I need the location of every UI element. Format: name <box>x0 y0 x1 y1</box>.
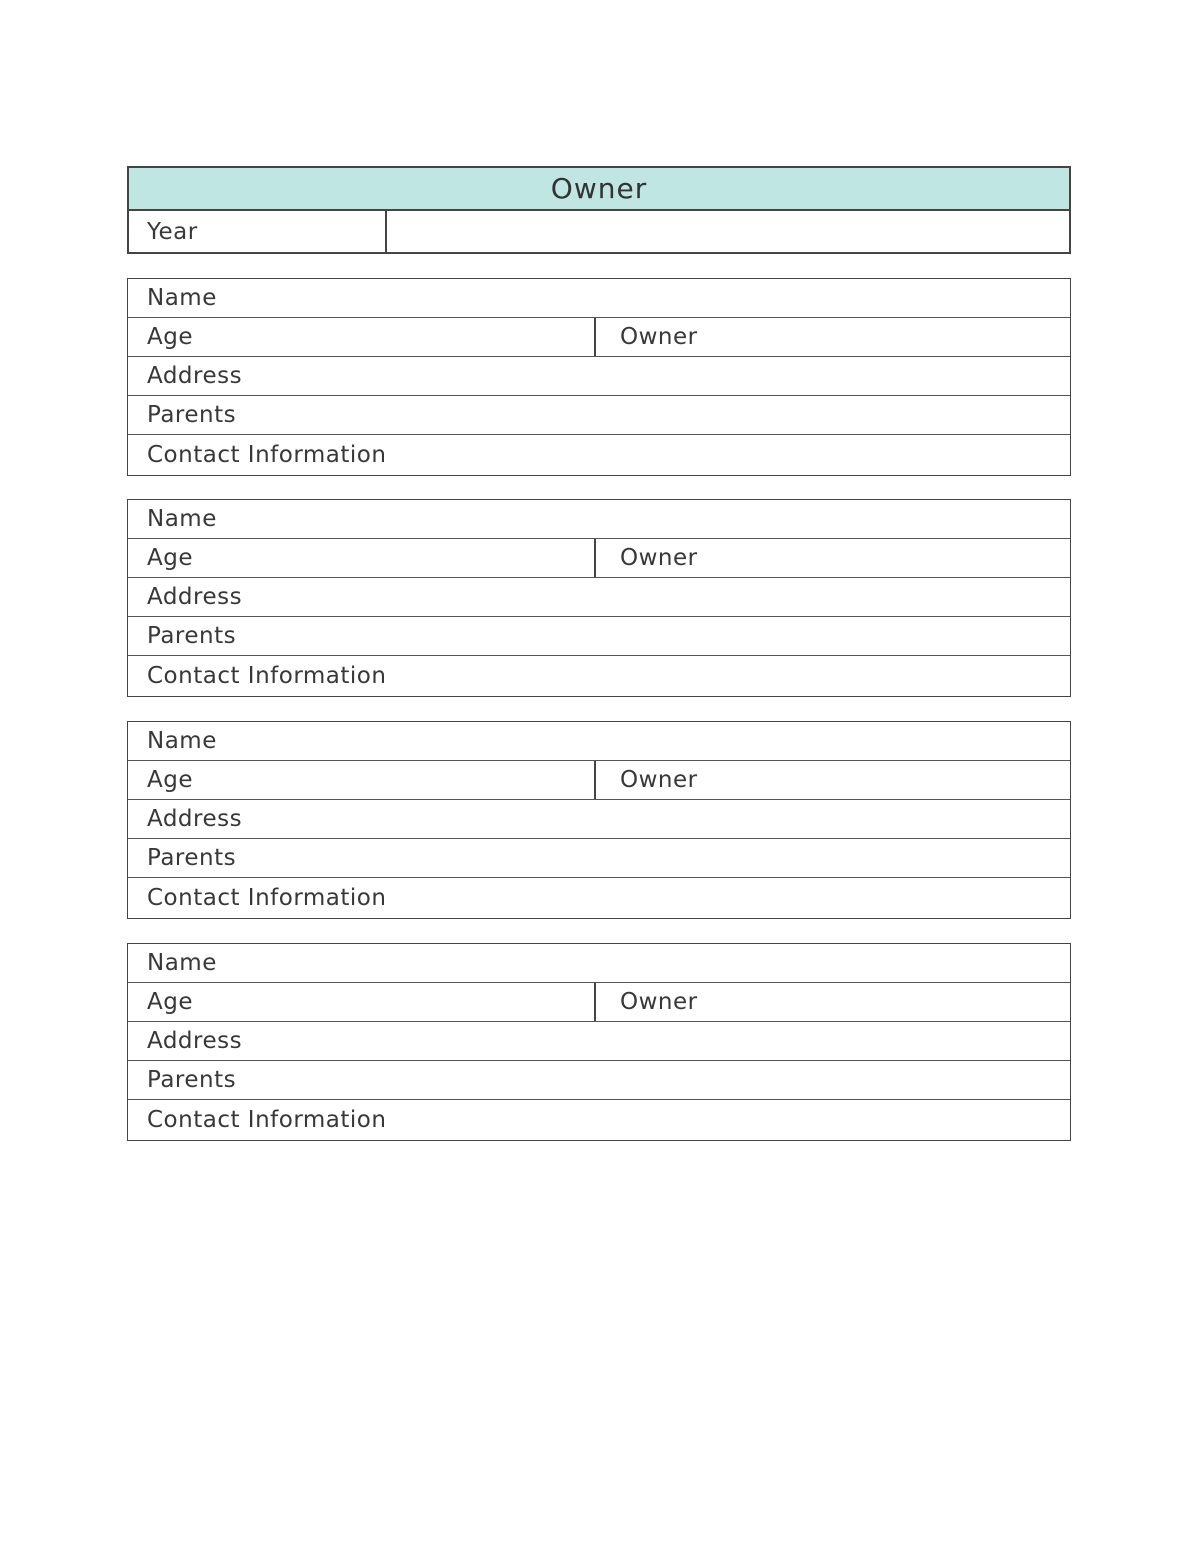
contact-row[interactable] <box>128 656 1070 695</box>
year-label: Year <box>129 211 387 252</box>
name-row[interactable] <box>128 279 1070 318</box>
parents-row[interactable] <box>128 396 1070 435</box>
parents-label: Parents <box>147 623 237 649</box>
age-owner-row <box>128 761 1070 800</box>
age-field[interactable] <box>128 539 596 577</box>
name-label: Name <box>147 950 217 976</box>
name-label: Name <box>147 728 217 754</box>
age-field[interactable] <box>128 761 596 799</box>
age-owner-row <box>128 539 1070 578</box>
name-row[interactable] <box>128 944 1070 983</box>
contact-label: Contact Information <box>147 1106 387 1133</box>
owner-label: Owner <box>620 545 698 571</box>
owner-record-3 <box>127 721 1071 919</box>
contact-label: Contact Information <box>147 884 387 911</box>
address-label: Address <box>147 363 243 389</box>
owner-label: Owner <box>620 324 698 350</box>
owner-record-1 <box>127 278 1071 476</box>
address-label: Address <box>147 1028 243 1054</box>
owner-field[interactable] <box>596 539 1070 577</box>
name-label: Name <box>147 285 217 311</box>
contact-row[interactable] <box>128 435 1070 474</box>
address-label: Address <box>147 806 243 832</box>
owner-record-4 <box>127 943 1071 1141</box>
age-owner-row <box>128 983 1070 1022</box>
parents-label: Parents <box>147 402 237 428</box>
owner-form-sheet <box>127 166 1071 1133</box>
contact-row[interactable] <box>128 878 1070 917</box>
owner-field[interactable] <box>596 983 1070 1021</box>
owner-header-block <box>127 166 1071 254</box>
age-label: Age <box>147 545 193 571</box>
age-label: Age <box>147 324 193 350</box>
address-row[interactable] <box>128 578 1070 617</box>
age-field[interactable] <box>128 318 596 356</box>
address-row[interactable] <box>128 800 1070 839</box>
age-owner-row <box>128 318 1070 357</box>
owner-field[interactable] <box>596 318 1070 356</box>
parents-row[interactable] <box>128 617 1070 656</box>
address-row[interactable] <box>128 1022 1070 1061</box>
name-label: Name <box>147 506 217 532</box>
year-field[interactable] <box>387 211 1069 252</box>
form-title: Owner <box>129 168 1069 211</box>
name-row[interactable] <box>128 500 1070 539</box>
parents-row[interactable] <box>128 839 1070 878</box>
address-row[interactable] <box>128 357 1070 396</box>
owner-label: Owner <box>620 767 698 793</box>
owner-field[interactable] <box>596 761 1070 799</box>
owner-label: Owner <box>620 989 698 1015</box>
contact-label: Contact Information <box>147 662 387 689</box>
contact-row[interactable] <box>128 1100 1070 1139</box>
age-label: Age <box>147 767 193 793</box>
parents-row[interactable] <box>128 1061 1070 1100</box>
parents-label: Parents <box>147 845 237 871</box>
parents-label: Parents <box>147 1067 237 1093</box>
age-field[interactable] <box>128 983 596 1021</box>
owner-record-2 <box>127 499 1071 697</box>
age-label: Age <box>147 989 193 1015</box>
year-row <box>129 211 1069 252</box>
address-label: Address <box>147 584 243 610</box>
contact-label: Contact Information <box>147 441 387 468</box>
name-row[interactable] <box>128 722 1070 761</box>
